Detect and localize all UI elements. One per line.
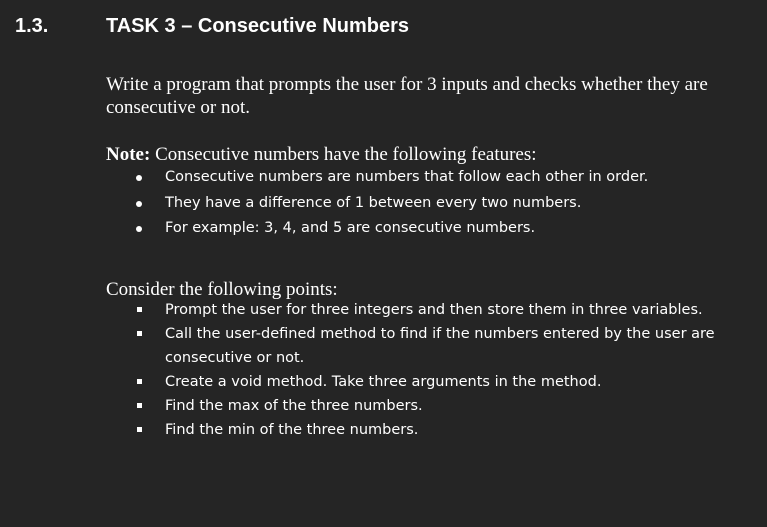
- list-item-text: Prompt the user for three integers and then store them in three variables.: [165, 302, 703, 318]
- bullet-square-icon: [137, 331, 142, 336]
- list-item: [0, 370, 745, 394]
- bullet-square-icon: [137, 307, 142, 312]
- list-item: [0, 165, 745, 191]
- list-item-text: Call the user-defined method to find if the numbers entered by the user are consecutive or not.: [165, 326, 715, 366]
- bullet-dot-icon: [136, 226, 142, 232]
- section-title: TASK 3 – Consecutive Numbers: [106, 15, 410, 37]
- bullet-square-icon: [137, 403, 142, 408]
- features-list: [0, 165, 745, 242]
- points-list: [0, 298, 745, 442]
- list-item: [0, 394, 745, 418]
- list-item-text: For example: 3, 4, and 5 are consecutive numbers.: [165, 220, 536, 236]
- note-text: Consecutive numbers have the following features:: [150, 144, 537, 165]
- section-number: 1.3.: [15, 15, 49, 37]
- list-item-text: Find the max of the three numbers.: [165, 398, 423, 414]
- note-label: Note:: [106, 144, 151, 165]
- list-item-text: Create a void method. Take three arguments in the method.: [165, 374, 602, 390]
- note-paragraph: [106, 143, 537, 166]
- bullet-dot-icon: [136, 201, 142, 207]
- intro-paragraph: Write a program that prompts the user for 3 inputs and checks whether they are consecutive or not.: [106, 74, 708, 118]
- list-item-text: Consecutive numbers are numbers that follow each other in order.: [165, 169, 649, 185]
- list-item: [0, 418, 745, 442]
- consider-heading: Consider the following points:: [106, 279, 338, 300]
- list-item: [0, 216, 745, 242]
- list-item: [0, 191, 745, 217]
- bullet-dot-icon: [136, 175, 142, 181]
- list-item-text: They have a difference of 1 between every two numbers.: [165, 194, 582, 211]
- list-item-text: Find the min of the three numbers.: [165, 422, 419, 438]
- list-item: [0, 322, 745, 370]
- list-item: [0, 298, 745, 322]
- bullet-square-icon: [137, 379, 142, 384]
- bullet-square-icon: [137, 427, 142, 432]
